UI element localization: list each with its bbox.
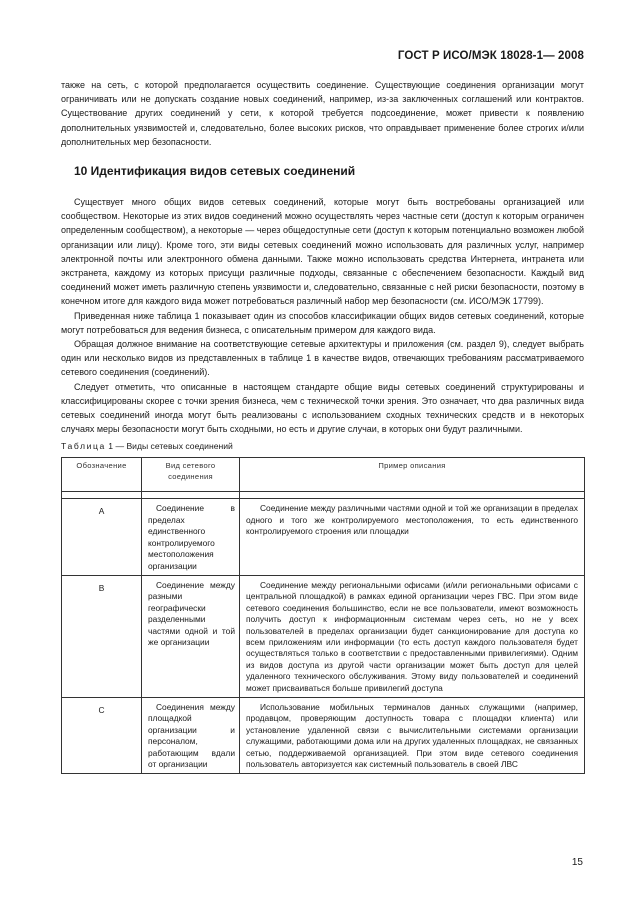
paragraph-4: Следует отметить, что описанные в настоящем стандарте общие виды сетевых соединений структурированы и классифицированы скорее с точки зрения бизнеса, чем с технической точки зрения. Это означает, что два различных вида сетевых соединений иногда могут быть реализованы с использованием сходных технических средств и в некоторых случаях меры безопасности могут быть сходными, но есть и другие случаи, в которых они будут различными. [61,381,584,435]
table-caption-text: 1 — Виды сетевых соединений [105,441,233,452]
paragraph-3: Обращая должное внимание на соответствующие сетевые архитектуры и приложения (см. раздел 9), следует выбрать один или несколько видов из представленных в таблице 1 в качестве видов, отвечающих требованиям рассматриваемого сетевого соединения (соединений). [61,339,584,378]
page-number: 15 [571,857,583,868]
row-type-text: Соединение в пределах единственного контролируемого местоположения организации [148,503,235,571]
row-type [142,697,240,773]
network-connections-table [61,457,585,774]
row-code: A [62,499,142,575]
paragraph-continuation: также на сеть, с которой предполагается осуществить соединение. Существующие соединения организации могут ограничивать или не допускать создание новых соединений, например, из-за заключенных соглашений или контрактов. Существование других соединений у сети, к которой требуется подсоединение, может привести к появлению дополнительных уязвимостей и, следовательно, более высоких рисков, что оправдывает применение более строгих и/или дополнительных мер безопасности. [61,80,584,147]
document-header: ГОСТ Р ИСО/МЭК 18028-1— 2008 [397,50,584,62]
table-caption-label: Таблица [61,441,106,452]
row-example [240,697,585,773]
table-header-row [62,458,585,492]
table-row [62,697,585,773]
table-row [62,575,585,697]
row-type [142,575,240,697]
page-content [61,78,584,774]
row-code: C [62,697,142,773]
header-type: Вид сетевого соединения [142,458,240,492]
header-example: Пример описания [240,458,585,492]
row-example-text: Соединение между различными частями одной и той же организации в пределах одного и того же контролируемого местоположения, то есть единственного контролируемого строения или площадки [246,503,578,537]
row-type [142,499,240,575]
row-example-text: Соединение между региональными офисами (и/или региональными офисами с центральной площадкой) в рамках единой организации через ГВС. При этом виде сетевого соединения большинство, если не все пользователи, имеют возможность получить доступ к информационным системам через сеть, но не у всех пользователей в пределах организации будет санкционирование для доступа ко всем приложениям или информации (то есть доступ каждого пользователя будет осуществляться только в соответствии с предоставленными привилегиями). Одним из видов доступа из другой части организации может быть доступ для целей удаленного технического обслуживания. Этому виду пользователей и соединений может присваиваться больше привилегий доступа [246,579,578,693]
table-row [62,499,585,575]
paragraph-1: Существует много общих видов сетевых соединений, которые могут быть востребованы организацией или сообществом. Некоторые из этих видов соединений можно осуществлять через частные сети (доступ к которым ограничен определенным сообществом), а некоторые — через общедоступные сети (доступ к которым потенциально возможен любой организации или лицу). Кроме того, эти виды сетевых соединений можно использовать для различных услуг, например электронной почты или электронного обмена данными. Также можно использовать средства Интернета, интранета или экстранета, каждому из которых присущи различные подходы, связанные с обеспечением безопасности. Каждый вид соединений может иметь различную степень уязвимости и, следовательно, связанные с ней риски безопасности, поэтому в конечном итоге для каждого вида может потребоваться различный набор мер безопасности (см. ИСО/МЭК 17799). [61,197,584,307]
section-title: 10 Идентификация видов сетевых соединений [74,164,356,179]
row-code: B [62,575,142,697]
paragraph-2: Приведенная ниже таблица 1 показывает один из способов классификации общих видов сетевых соединений, которые могут потребоваться для ведения бизнеса, с описательным примером для каждого вида. [61,310,584,335]
table-spacer-row [62,492,585,499]
table-caption [61,441,584,452]
row-type-text: Соединения между площадкой организации и персоналом, работающим вдали от организации [148,701,235,769]
row-type-text: Соединение между разными географически разделенными частями одной и той же организации [148,579,235,647]
row-example-text: Использование мобильных терминалов данных служащими (например, продавцом, проверяющим доступность товара с площадки клиента) или установление удаленной связи с вычислительными системами организации служащими, работающими дома или на других удаленных площадках, не связанных сетью, поддерживаемой организацией. При этом виде сетевого соединения пользователь авторизуется как системный пользователь в своей ЛВС [246,701,578,769]
row-example [240,499,585,575]
row-example [240,575,585,697]
header-code: Обозначение [62,458,142,492]
